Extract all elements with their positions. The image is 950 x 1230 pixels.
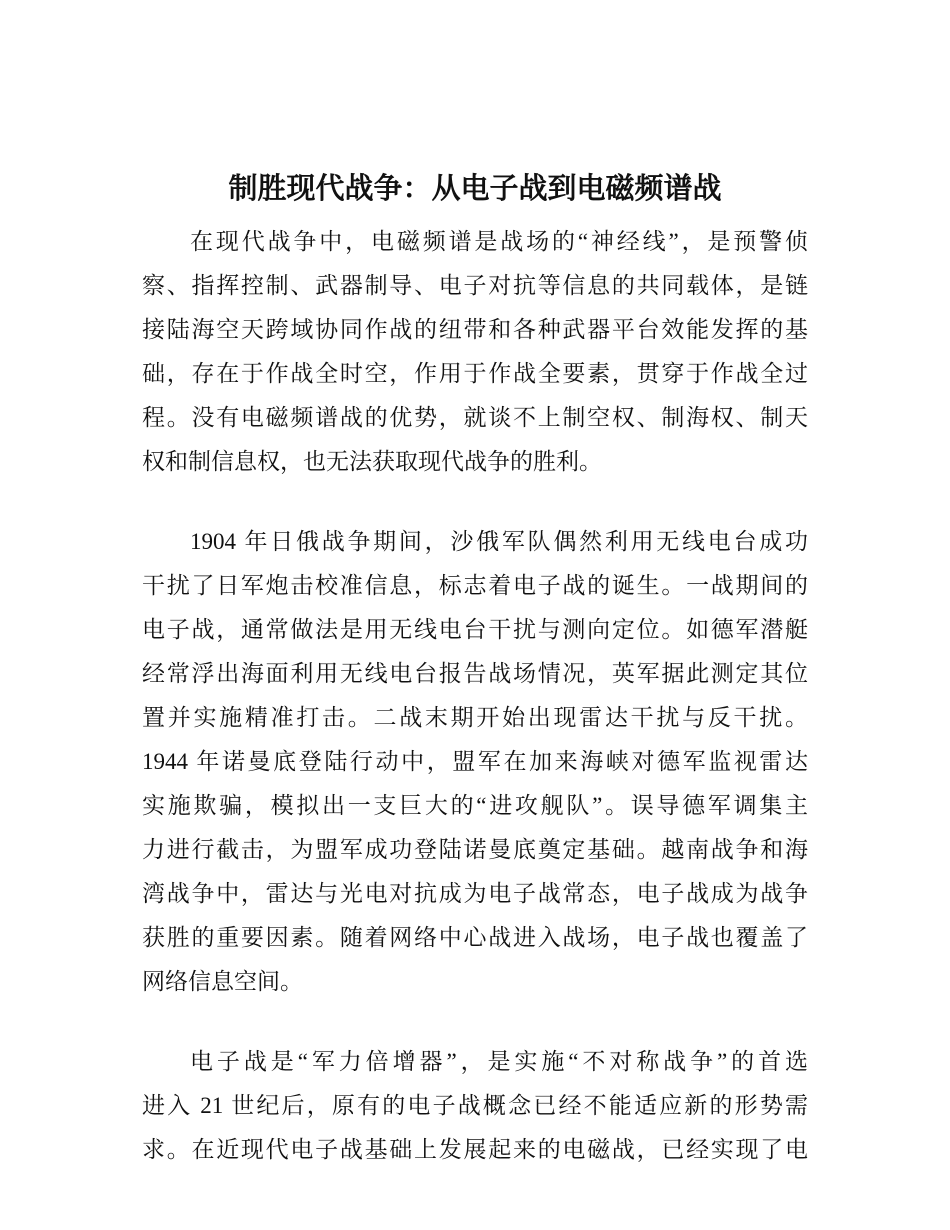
document-body <box>142 220 808 1208</box>
text-line: 经常浮出海面利用无线电台报告战场情况，英军据此测定其位 <box>142 661 808 686</box>
text-line: 湾战争中，雷达与光电对抗成为电子战常态，电子战成为战争 <box>142 881 808 906</box>
text-line: 在现代战争中，电磁频谱是战场的“神经线”，是预警侦 <box>190 229 808 254</box>
text-line: 电子战，通常做法是用无线电台干扰与测向定位。如德军潜艇 <box>142 617 808 642</box>
text-line: 置并实施精准打击。二战末期开始出现雷达干扰与反干扰。 <box>142 705 808 730</box>
paragraph-3 <box>142 1040 808 1172</box>
text-line: 电子战是“军力倍增器”，是实施“不对称战争”的首选 <box>190 1049 808 1074</box>
document-title: 制胜现代战争：从电子战到电磁频谱战 <box>228 171 722 205</box>
text-line: 求。在近现代电子战基础上发展起来的电磁战，已经实现了电 <box>142 1137 808 1162</box>
text-line: 权和制信息权，也无法获取现代战争的胜利。 <box>142 449 602 474</box>
text-line: 础，存在于作战全时空，作用于作战全要素，贯穿于作战全过 <box>142 361 808 386</box>
paragraph-2 <box>142 520 808 1004</box>
text-line: 1944 年诺曼底登陆行动中，盟军在加来海峡对德军监视雷达 <box>142 749 808 774</box>
text-line: 进入 21 世纪后，原有的电子战概念已经不能适应新的形势需 <box>142 1093 808 1118</box>
text-line: 接陆海空天跨域协同作战的纽带和各种武器平台效能发挥的基 <box>142 317 808 342</box>
text-line: 实施欺骗，模拟出一支巨大的“进攻舰队”。误导德军调集主 <box>142 793 808 818</box>
text-line: 力进行截击，为盟军成功登陆诺曼底奠定基础。越南战争和海 <box>142 837 808 862</box>
text-line: 获胜的重要因素。随着网络中心战进入战场，电子战也覆盖了 <box>142 925 808 950</box>
text-line: 程。没有电磁频谱战的优势，就谈不上制空权、制海权、制天 <box>142 405 808 430</box>
text-line: 干扰了日军炮击校准信息，标志着电子战的诞生。一战期间的 <box>142 573 808 598</box>
paragraph-1 <box>142 220 808 484</box>
text-line: 网络信息空间。 <box>142 969 303 994</box>
text-line: 1904 年日俄战争期间，沙俄军队偶然利用无线电台成功 <box>190 529 808 554</box>
text-line: 察、指挥控制、武器制导、电子对抗等信息的共同载体，是链 <box>142 273 808 298</box>
